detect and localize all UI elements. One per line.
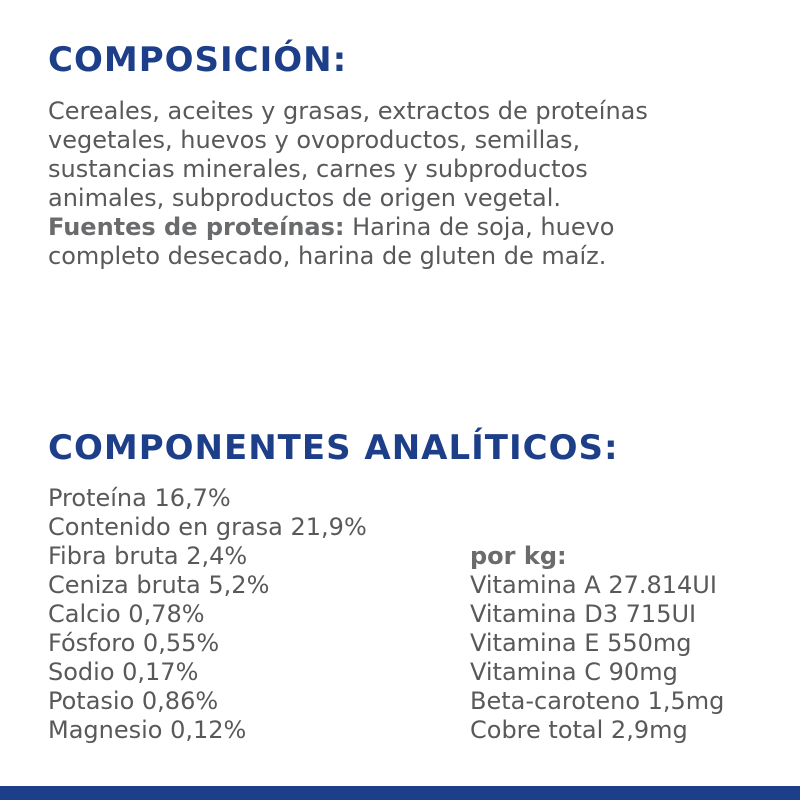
composition-line: Cereales, aceites y grasas, extractos de proteínas: [48, 97, 648, 125]
analytical-item: Proteína 16,7%: [48, 484, 231, 512]
composition-text: [48, 97, 768, 271]
protein-sources-label: Fuentes de proteínas:: [48, 213, 345, 241]
per-kg-item: Vitamina A 27.814UI: [470, 571, 717, 599]
per-kg-item: Vitamina D3 715UI: [470, 600, 697, 628]
per-kg-label: por kg:: [470, 542, 567, 570]
protein-sources-text: Harina de soja, huevo: [344, 213, 615, 241]
composition-line: vegetales, huevos y ovoproductos, semillas,: [48, 126, 581, 154]
analytical-item: Sodio 0,17%: [48, 658, 199, 686]
per-kg-item: Vitamina C 90mg: [470, 658, 678, 686]
protein-sources-line: [48, 213, 768, 242]
per-kg-item: Vitamina E 550mg: [470, 629, 692, 657]
analytical-item: Contenido en grasa 21,9%: [48, 513, 367, 541]
per-kg-item: Beta-caroteno 1,5mg: [470, 687, 725, 715]
composition-heading: COMPOSICIÓN:: [48, 40, 348, 80]
analytical-list: [48, 484, 367, 745]
composition-line: animales, subproductos de origen vegetal.: [48, 184, 562, 212]
per-kg-item: Cobre total 2,9mg: [470, 716, 688, 744]
composition-line: sustancias minerales, carnes y subproductos: [48, 155, 588, 183]
per-kg-list: [470, 542, 724, 745]
protein-sources-continuation: completo desecado, harina de gluten de maíz.: [48, 242, 607, 270]
analytical-item: Calcio 0,78%: [48, 600, 205, 628]
analytical-item: Ceniza bruta 5,2%: [48, 571, 270, 599]
bottom-accent-bar: [0, 786, 800, 800]
analytical-item: Fósforo 0,55%: [48, 629, 220, 657]
analytical-item: Fibra bruta 2,4%: [48, 542, 248, 570]
analytical-item: Potasio 0,86%: [48, 687, 219, 715]
analytical-components-heading: COMPONENTES ANALÍTICOS:: [48, 428, 619, 468]
analytical-item: Magnesio 0,12%: [48, 716, 247, 744]
